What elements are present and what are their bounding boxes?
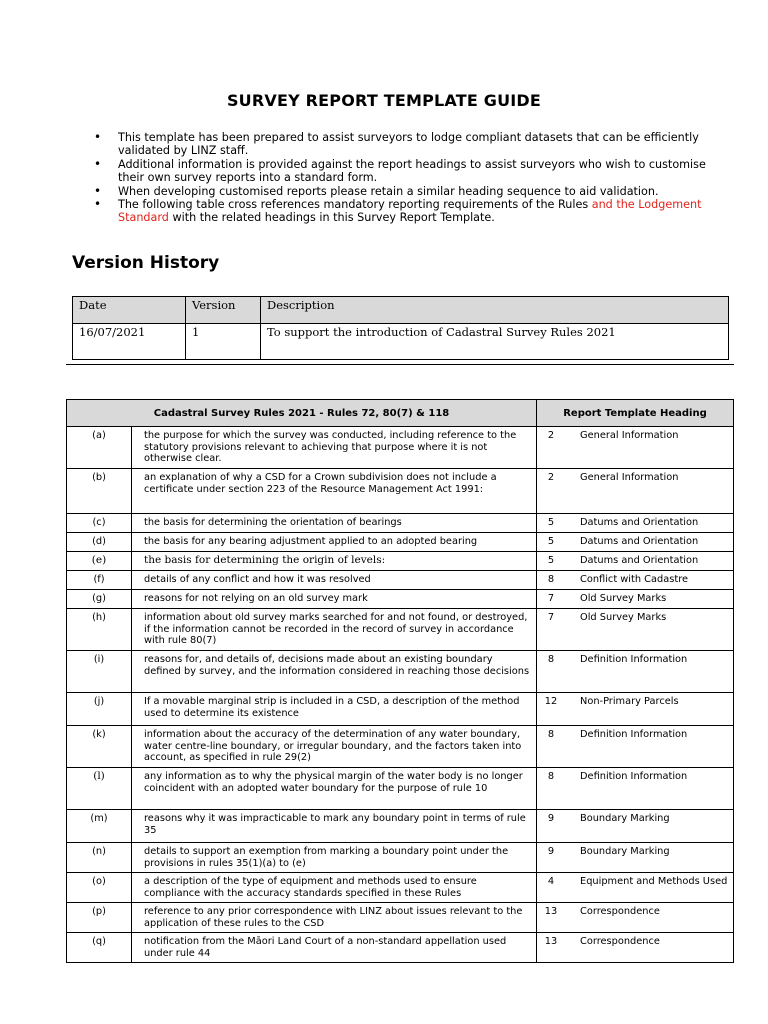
heading-number: 8 [537,768,566,810]
rule-description: any information as to why the physical margin of the water body is no longer coincident with an adopted water boundary for the purpose of rule 10 [132,768,537,810]
table-header-row [73,297,729,324]
rules-cross-reference-table [66,399,734,963]
heading-number: 7 [537,590,566,609]
heading-number: 9 [537,843,566,873]
heading-number: 8 [537,571,566,590]
rule-letter: (i) [67,651,132,693]
column-header-rules: Cadastral Survey Rules 2021 - Rules 72, 80(7) & 118 [67,400,537,427]
table-row [67,609,734,651]
rule-description: the basis for determining the orientation of bearings [132,514,537,533]
rule-letter: (a) [67,427,132,469]
heading-name: Non-Primary Parcels [566,693,734,726]
rule-description: the purpose for which the survey was conducted, including reference to the statutory provisions relevant to achieving that purpose where it is not otherwise clear. [132,427,537,469]
rule-description: an explanation of why a CSD for a Crown subdivision does not include a certificate under section 223 of the Resource Management Act 1991: [132,469,537,514]
table-row [67,903,734,933]
heading-name: Definition Information [566,726,734,768]
rule-letter: (g) [67,590,132,609]
rule-letter: (o) [67,873,132,903]
column-header-report-heading: Report Template Heading [537,400,734,427]
heading-name: Old Survey Marks [566,609,734,651]
heading-name: Old Survey Marks [566,590,734,609]
version-number: 1 [186,324,261,360]
heading-name: Correspondence [566,903,734,933]
rule-description: the basis for any bearing adjustment applied to an adopted bearing [132,533,537,552]
bullet-item: • When developing customised reports please retain a similar heading sequence to aid validation. [94,185,734,198]
table-row [67,726,734,768]
intro-bullet-list [94,131,734,225]
rule-letter: (k) [67,726,132,768]
bullet-item: • Additional information is provided against the report headings to assist surveyors who wish to customise their own survey reports into a standard form. [94,158,734,185]
bullet-item: • This template has been prepared to assist surveyors to lodge compliant datasets that can be efficiently validated by LINZ staff. [94,131,734,158]
rule-letter: (p) [67,903,132,933]
rule-letter: (q) [67,933,132,963]
section-divider [66,364,734,365]
lodgement-standard-highlight: and the Lodgement Standard [118,198,702,225]
heading-number: 5 [537,533,566,552]
table-row [67,590,734,609]
rule-description: reasons for, and details of, decisions made about an existing boundary defined by survey, and the information considered in reaching those decisions [132,651,537,693]
heading-name: Conflict with Cadastre [566,571,734,590]
column-header-date: Date [73,297,186,324]
heading-name: Definition Information [566,768,734,810]
heading-number: 13 [537,903,566,933]
table-row [67,651,734,693]
heading-number: 13 [537,933,566,963]
rule-description: reasons for not relying on an old survey mark [132,590,537,609]
heading-number: 2 [537,469,566,514]
rule-letter: (c) [67,514,132,533]
rule-letter: (h) [67,609,132,651]
rule-letter: (m) [67,810,132,843]
rule-letter: (n) [67,843,132,873]
rule-description: If a movable marginal strip is included in a CSD, a description of the method used to determine its existence [132,693,537,726]
version-description: To support the introduction of Cadastral Survey Rules 2021 [261,324,729,360]
heading-number: 7 [537,609,566,651]
heading-name: Datums and Orientation [566,514,734,533]
heading-name: Boundary Marking [566,843,734,873]
rule-letter: (b) [67,469,132,514]
heading-name: Datums and Orientation [566,552,734,571]
heading-name: Definition Information [566,651,734,693]
rule-description: details of any conflict and how it was resolved [132,571,537,590]
heading-number: 5 [537,514,566,533]
heading-number: 8 [537,651,566,693]
rules-table-body [67,427,734,963]
rule-description: details to support an exemption from marking a boundary point under the provisions in rules 35(1)(a) to (e) [132,843,537,873]
heading-number: 9 [537,810,566,843]
version-history-heading: Version History [72,253,220,273]
table-row [67,873,734,903]
table-row [67,810,734,843]
rule-letter: (j) [67,693,132,726]
heading-name: General Information [566,469,734,514]
heading-number: 2 [537,427,566,469]
table-row [67,571,734,590]
heading-name: Datums and Orientation [566,533,734,552]
version-history-table [72,296,729,360]
heading-number: 8 [537,726,566,768]
table-row [67,427,734,469]
rule-description: information about the accuracy of the determination of any water boundary, water centre-line boundary, or irregular boundary, and the factors taken into account, as specified in rule 29(2) [132,726,537,768]
table-row [67,469,734,514]
table-row [67,514,734,533]
heading-name: Correspondence [566,933,734,963]
rule-letter: (f) [67,571,132,590]
table-row [73,324,729,360]
rule-letter: (d) [67,533,132,552]
column-header-description: Description [261,297,729,324]
table-header-row [67,400,734,427]
heading-number: 4 [537,873,566,903]
table-row [67,552,734,571]
bullet-item: • The following table cross references mandatory reporting requirements of the Rules and the Lodgement Standard with the related headings in this Survey Report Template. [94,198,734,225]
table-row [67,768,734,810]
table-row [67,693,734,726]
rule-description: reasons why it was impracticable to mark any boundary point in terms of rule 35 [132,810,537,843]
rule-letter: (e) [67,552,132,571]
rule-description: information about old survey marks searched for and not found, or destroyed, if the information cannot be recorded in the record of survey in accordance with rule 80(7) [132,609,537,651]
rule-description: reference to any prior correspondence with LINZ about issues relevant to the application of these rules to the CSD [132,903,537,933]
table-row [67,843,734,873]
heading-name: General Information [566,427,734,469]
rule-description: notification from the Māori Land Court of a non-standard appellation used under rule 44 [132,933,537,963]
column-header-version: Version [186,297,261,324]
heading-name: Boundary Marking [566,810,734,843]
version-date: 16/07/2021 [73,324,186,360]
page-title: SURVEY REPORT TEMPLATE GUIDE [226,91,542,110]
table-row [67,933,734,963]
table-row [67,533,734,552]
heading-name: Equipment and Methods Used [566,873,734,903]
heading-number: 5 [537,552,566,571]
rule-description: a description of the type of equipment and methods used to ensure compliance with the accuracy standards specified in these Rules [132,873,537,903]
rule-letter: (l) [67,768,132,810]
rule-description: the basis for determining the origin of levels: [132,552,537,571]
heading-number: 12 [537,693,566,726]
